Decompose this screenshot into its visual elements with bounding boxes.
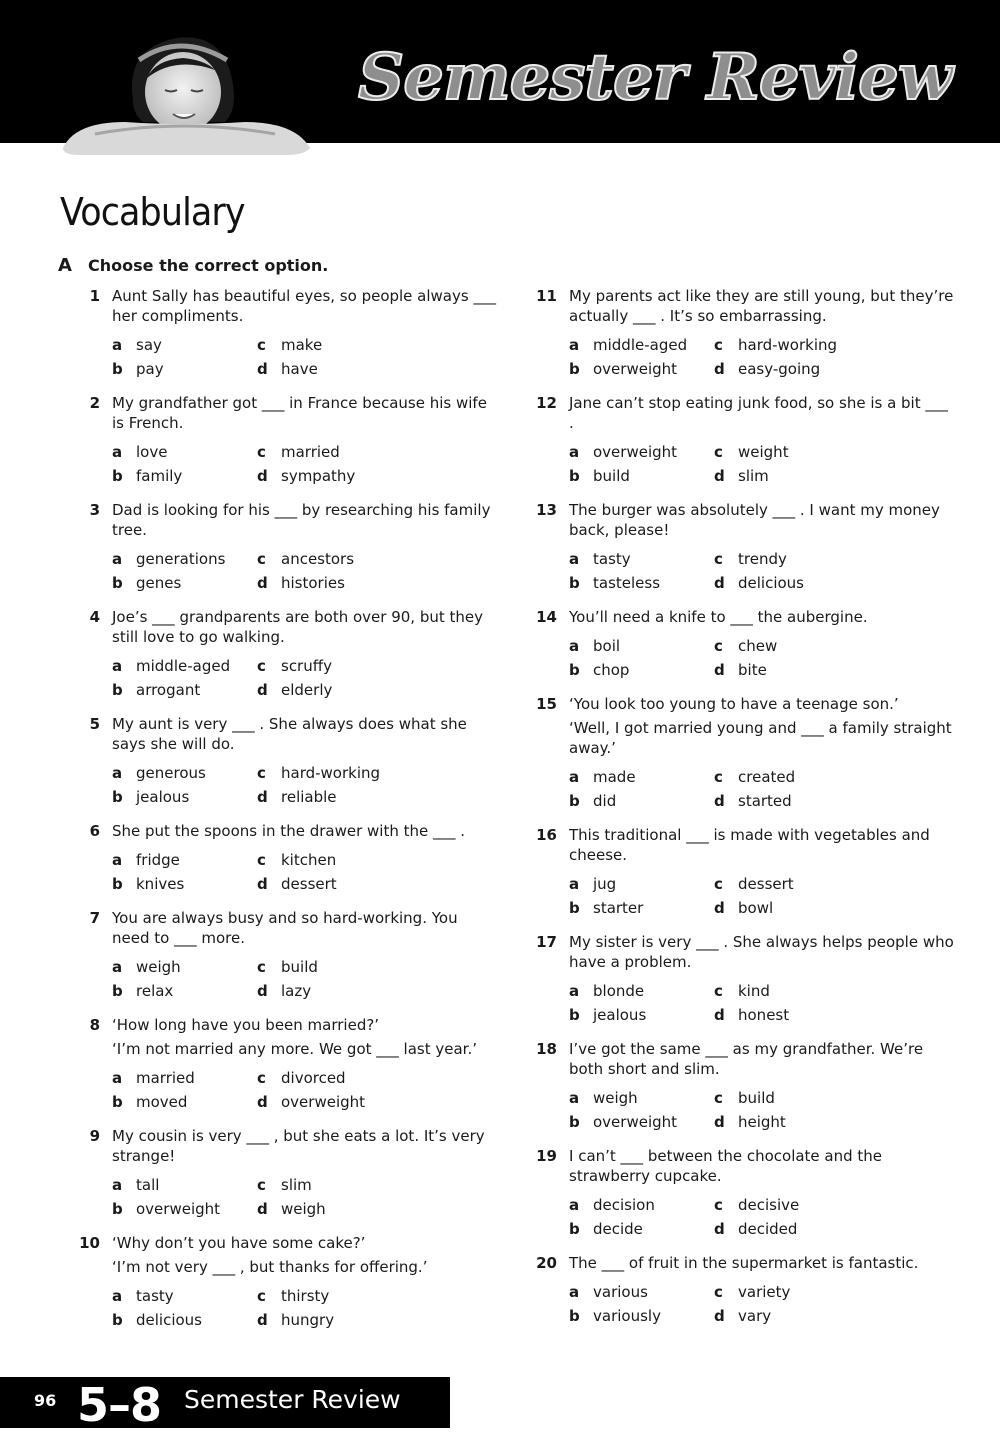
question-item xyxy=(535,1253,955,1326)
question-line: Jane can’t stop eating junk food, so she is a bit ___ . xyxy=(569,394,948,432)
question-number: 15 xyxy=(536,695,557,713)
question-number: 5 xyxy=(89,715,100,733)
option-d[interactable]: d delicious xyxy=(714,574,804,592)
option-d[interactable]: d honest xyxy=(714,1006,790,1024)
question-item xyxy=(78,908,498,1001)
answer-options xyxy=(569,335,955,379)
option-text: dessert xyxy=(281,875,337,893)
option-d[interactable]: d lazy xyxy=(257,982,312,1000)
option-text: have xyxy=(281,360,318,378)
option-text: genes xyxy=(136,574,182,592)
question-text xyxy=(112,393,498,437)
question-item xyxy=(78,393,498,486)
question-number: 13 xyxy=(536,501,557,519)
banner-title: Semester Review xyxy=(358,40,952,115)
question-text xyxy=(112,908,498,952)
option-b[interactable]: b relax xyxy=(112,982,174,1000)
question-line: The burger was absolutely ___ . I want my money back, please! xyxy=(569,501,940,539)
option-text: overweight xyxy=(281,1093,366,1111)
option-a[interactable]: a tasty xyxy=(112,1287,174,1305)
option-a[interactable]: a blonde xyxy=(569,982,645,1000)
footer-bar xyxy=(0,1377,450,1432)
answer-options xyxy=(112,763,498,807)
option-a[interactable]: a decision xyxy=(569,1196,655,1214)
question-item xyxy=(78,1233,498,1330)
option-text: family xyxy=(136,467,183,485)
option-c[interactable]: c build xyxy=(714,1089,775,1107)
option-c[interactable]: c divorced xyxy=(257,1069,346,1087)
answer-options xyxy=(569,767,955,811)
answer-options xyxy=(569,874,955,918)
option-b[interactable]: b pay xyxy=(112,360,164,378)
option-text: blonde xyxy=(593,982,645,1000)
question-text xyxy=(112,607,498,651)
option-text: middle-aged xyxy=(136,657,231,675)
answer-options xyxy=(112,850,498,894)
option-d[interactable]: d reliable xyxy=(257,788,337,806)
question-text xyxy=(112,821,498,845)
option-c[interactable]: c created xyxy=(714,768,796,786)
answer-options xyxy=(112,442,498,486)
question-number: 11 xyxy=(536,287,557,305)
option-a[interactable]: a weigh xyxy=(569,1089,638,1107)
option-text: fridge xyxy=(136,851,180,869)
option-text: starter xyxy=(593,899,644,917)
option-b[interactable]: b decide xyxy=(569,1220,643,1238)
question-line: I’ve got the same ___ as my grandfather. We’re both short and slim. xyxy=(569,1040,924,1078)
option-text: chew xyxy=(738,637,778,655)
option-text: decisive xyxy=(738,1196,800,1214)
question-text xyxy=(569,393,955,437)
option-a[interactable]: a fridge xyxy=(112,851,180,869)
question-text xyxy=(569,1146,955,1190)
option-text: jug xyxy=(593,875,617,893)
option-a[interactable]: a made xyxy=(569,768,636,786)
option-text: scruffy xyxy=(281,657,332,675)
option-c[interactable]: c kind xyxy=(714,982,770,1000)
option-text: love xyxy=(136,443,168,461)
question-line: ‘I’m not very ___ , but thanks for offering.’ xyxy=(112,1258,428,1276)
option-a[interactable]: a middle-aged xyxy=(569,336,688,354)
option-text: jealous xyxy=(593,1006,647,1024)
option-c[interactable]: c variety xyxy=(714,1283,791,1301)
option-text: vary xyxy=(738,1307,772,1325)
option-text: hungry xyxy=(281,1311,335,1329)
option-text: slim xyxy=(738,467,769,485)
question-line: Dad is looking for his ___ by researching his family tree. xyxy=(112,501,491,539)
option-text: relax xyxy=(136,982,174,1000)
option-text: make xyxy=(281,336,323,354)
option-text: tasty xyxy=(593,550,631,568)
question-line: Aunt Sally has beautiful eyes, so people always ___ her compliments. xyxy=(112,287,496,325)
page-number: 96 xyxy=(34,1391,57,1410)
question-number: 16 xyxy=(536,826,557,844)
option-b[interactable]: b jealous xyxy=(112,788,190,806)
option-text: hard-working xyxy=(738,336,838,354)
option-d[interactable]: d weigh xyxy=(257,1200,326,1218)
option-a[interactable]: a boil xyxy=(569,637,621,655)
question-line: This traditional ___ is made with vegetables and cheese. xyxy=(569,826,930,864)
option-b[interactable]: b moved xyxy=(112,1093,188,1111)
option-text: overweight xyxy=(593,1113,678,1131)
question-line: ‘Why don’t you have some cake?’ xyxy=(112,1234,366,1252)
option-c[interactable]: c trendy xyxy=(714,550,787,568)
option-text: pay xyxy=(136,360,164,378)
option-b[interactable]: b jealous xyxy=(569,1006,647,1024)
option-text: delicious xyxy=(136,1311,202,1329)
question-item xyxy=(535,286,955,379)
option-d[interactable]: d have xyxy=(257,360,318,378)
option-text: easy-going xyxy=(738,360,821,378)
question-text xyxy=(569,286,955,330)
option-b[interactable]: b build xyxy=(569,467,630,485)
option-c[interactable]: c married xyxy=(257,443,340,461)
option-text: tasty xyxy=(136,1287,174,1305)
girl-photo xyxy=(55,30,317,155)
option-d[interactable]: d sympathy xyxy=(257,467,356,485)
option-d[interactable]: d vary xyxy=(714,1307,772,1325)
question-line: You’ll need a knife to ___ the aubergine. xyxy=(569,608,868,626)
option-text: say xyxy=(136,336,162,354)
option-text: weigh xyxy=(281,1200,326,1218)
option-text: variety xyxy=(738,1283,791,1301)
question-line: My sister is very ___ . She always helps people who have a problem. xyxy=(569,933,954,971)
option-b[interactable]: b tasteless xyxy=(569,574,661,592)
question-item xyxy=(78,607,498,700)
option-d[interactable]: d overweight xyxy=(257,1093,366,1111)
option-d[interactable]: d height xyxy=(714,1113,786,1131)
question-text xyxy=(569,694,955,762)
option-text: histories xyxy=(281,574,345,592)
question-text xyxy=(569,932,955,976)
question-number: 4 xyxy=(89,608,100,626)
option-text: made xyxy=(593,768,636,786)
question-line: I can’t ___ between the chocolate and the strawberry cupcake. xyxy=(569,1147,883,1185)
footer-title: Semester Review xyxy=(184,1385,401,1414)
option-text: ancestors xyxy=(281,550,355,568)
option-c[interactable]: c hard-working xyxy=(257,764,381,782)
option-d[interactable]: d easy-going xyxy=(714,360,821,378)
answer-options xyxy=(569,981,955,1025)
question-text xyxy=(112,1015,498,1063)
option-b[interactable]: b did xyxy=(569,792,617,810)
option-a[interactable]: a tasty xyxy=(569,550,631,568)
question-line: My parents act like they are still young, but they’re actually ___ . It’s so embarrassing. xyxy=(569,287,954,325)
option-text: weigh xyxy=(593,1089,638,1107)
question-text xyxy=(112,500,498,544)
option-text: moved xyxy=(136,1093,188,1111)
question-line: Joe’s ___ grandparents are both over 90, but they still love to go walking. xyxy=(112,608,484,646)
question-item xyxy=(78,500,498,593)
header-banner xyxy=(0,0,1000,143)
option-text: elderly xyxy=(281,681,333,699)
question-number: 2 xyxy=(89,394,100,412)
option-a[interactable]: a generations xyxy=(112,550,226,568)
option-c[interactable]: c build xyxy=(257,958,318,976)
answer-options xyxy=(569,1282,955,1326)
question-text xyxy=(569,1253,955,1277)
option-text: kitchen xyxy=(281,851,337,869)
unit-range: 5–8 xyxy=(77,1378,162,1432)
question-item xyxy=(535,694,955,811)
question-item xyxy=(78,714,498,807)
question-number: 8 xyxy=(89,1016,100,1034)
answer-options xyxy=(112,1286,498,1330)
option-c[interactable]: c thirsty xyxy=(257,1287,330,1305)
question-number: 1 xyxy=(89,287,100,305)
question-item xyxy=(535,825,955,918)
option-text: build xyxy=(738,1089,775,1107)
question-line: My grandfather got ___ in France because his wife is French. xyxy=(112,394,487,432)
question-number: 14 xyxy=(536,608,557,626)
answer-options xyxy=(569,549,955,593)
option-a[interactable]: a tall xyxy=(112,1176,160,1194)
question-number: 9 xyxy=(89,1127,100,1145)
question-item xyxy=(535,607,955,680)
question-item xyxy=(535,500,955,593)
question-line: The ___ of fruit in the supermarket is fantastic. xyxy=(569,1254,919,1272)
option-a[interactable]: a various xyxy=(569,1283,648,1301)
option-text: middle-aged xyxy=(593,336,688,354)
exercise-letter: A xyxy=(58,255,72,276)
question-text xyxy=(112,714,498,758)
option-d[interactable]: d histories xyxy=(257,574,345,592)
option-b[interactable]: b genes xyxy=(112,574,182,592)
answer-options xyxy=(569,636,955,680)
question-number: 3 xyxy=(89,501,100,519)
question-number: 20 xyxy=(536,1254,557,1272)
option-text: boil xyxy=(593,637,621,655)
option-text: decide xyxy=(593,1220,643,1238)
question-line: My aunt is very ___ . She always does what she says she will do. xyxy=(112,715,467,753)
question-line: My cousin is very ___ , but she eats a lot. It’s very strange! xyxy=(112,1127,485,1165)
question-number: 12 xyxy=(536,394,557,412)
option-b[interactable]: b delicious xyxy=(112,1311,202,1329)
option-c[interactable]: c decisive xyxy=(714,1196,800,1214)
question-number: 10 xyxy=(79,1234,100,1252)
option-d[interactable]: d started xyxy=(714,792,792,810)
option-text: chop xyxy=(593,661,630,679)
question-text xyxy=(569,500,955,544)
option-c[interactable]: c weight xyxy=(714,443,789,461)
question-item xyxy=(535,393,955,486)
option-text: decided xyxy=(738,1220,798,1238)
option-text: reliable xyxy=(281,788,337,806)
option-text: trendy xyxy=(738,550,787,568)
option-text: build xyxy=(593,467,630,485)
option-text: kind xyxy=(738,982,770,1000)
option-d[interactable]: d bowl xyxy=(714,899,774,917)
option-c[interactable]: c scruffy xyxy=(257,657,332,675)
question-number: 17 xyxy=(536,933,557,951)
option-a[interactable]: a married xyxy=(112,1069,195,1087)
option-a[interactable]: a overweight xyxy=(569,443,678,461)
answer-options xyxy=(112,335,498,379)
option-text: thirsty xyxy=(281,1287,330,1305)
question-item xyxy=(78,1126,498,1219)
option-text: married xyxy=(136,1069,195,1087)
option-text: started xyxy=(738,792,792,810)
question-item xyxy=(78,1015,498,1112)
option-text: overweight xyxy=(136,1200,221,1218)
option-d[interactable]: d slim xyxy=(714,467,769,485)
question-text xyxy=(569,1039,955,1083)
option-text: lazy xyxy=(281,982,312,1000)
question-text xyxy=(112,1233,498,1281)
question-line: You are always busy and so hard-working. You need to ___ more. xyxy=(112,909,458,947)
question-text xyxy=(112,286,498,330)
option-a[interactable]: a generous xyxy=(112,764,206,782)
option-d[interactable]: d elderly xyxy=(257,681,333,699)
option-text: slim xyxy=(281,1176,312,1194)
question-number: 6 xyxy=(89,822,100,840)
option-c[interactable]: c dessert xyxy=(714,875,794,893)
question-item xyxy=(535,1039,955,1132)
question-number: 7 xyxy=(89,909,100,927)
option-a[interactable]: a weigh xyxy=(112,958,181,976)
answer-options xyxy=(569,442,955,486)
option-text: height xyxy=(738,1113,786,1131)
option-text: generations xyxy=(136,550,226,568)
question-number: 18 xyxy=(536,1040,557,1058)
answer-options xyxy=(112,656,498,700)
option-text: created xyxy=(738,768,796,786)
option-text: sympathy xyxy=(281,467,356,485)
question-text xyxy=(569,825,955,869)
question-line: She put the spoons in the drawer with the ___ . xyxy=(112,822,466,840)
option-text: divorced xyxy=(281,1069,346,1087)
option-c[interactable]: c ancestors xyxy=(257,550,355,568)
option-text: overweight xyxy=(593,360,678,378)
option-b[interactable]: b starter xyxy=(569,899,644,917)
option-text: delicious xyxy=(738,574,804,592)
option-text: hard-working xyxy=(281,764,381,782)
option-d[interactable]: d decided xyxy=(714,1220,798,1238)
option-text: generous xyxy=(136,764,206,782)
question-text xyxy=(569,607,955,631)
option-a[interactable]: a love xyxy=(112,443,168,461)
option-text: married xyxy=(281,443,340,461)
exercise-instruction xyxy=(58,255,328,276)
section-title: Vocabulary xyxy=(60,190,245,234)
question-item xyxy=(535,1146,955,1239)
question-line: ‘You look too young to have a teenage son.’ xyxy=(569,695,899,713)
question-number: 19 xyxy=(536,1147,557,1165)
option-text: bite xyxy=(738,661,767,679)
option-text: knives xyxy=(136,875,185,893)
option-text: jealous xyxy=(136,788,190,806)
option-b[interactable]: b overweight xyxy=(569,360,678,378)
option-text: tall xyxy=(136,1176,160,1194)
answer-options xyxy=(112,957,498,1001)
questions-left-column xyxy=(78,286,498,1344)
question-item xyxy=(78,821,498,894)
option-d[interactable]: d hungry xyxy=(257,1311,335,1329)
option-b[interactable]: b overweight xyxy=(112,1200,221,1218)
option-text: build xyxy=(281,958,318,976)
option-b[interactable]: b chop xyxy=(569,661,630,679)
questions-right-column xyxy=(535,286,955,1340)
option-b[interactable]: b knives xyxy=(112,875,185,893)
question-item xyxy=(78,286,498,379)
option-a[interactable]: a say xyxy=(112,336,162,354)
option-b[interactable]: b overweight xyxy=(569,1113,678,1131)
option-text: arrogant xyxy=(136,681,201,699)
answer-options xyxy=(569,1088,955,1132)
option-a[interactable]: a jug xyxy=(569,875,617,893)
option-b[interactable]: b family xyxy=(112,467,183,485)
option-text: weight xyxy=(738,443,789,461)
answer-options xyxy=(112,1175,498,1219)
answer-options xyxy=(112,1068,498,1112)
option-c[interactable]: c make xyxy=(257,336,323,354)
option-text: weigh xyxy=(136,958,181,976)
question-line: ‘Well, I got married young and ___ a family straight away.’ xyxy=(569,719,952,757)
option-b[interactable]: b arrogant xyxy=(112,681,201,699)
option-c[interactable]: c hard-working xyxy=(714,336,838,354)
option-text: bowl xyxy=(738,899,774,917)
question-item xyxy=(535,932,955,1025)
option-text: dessert xyxy=(738,875,794,893)
option-b[interactable]: b variously xyxy=(569,1307,661,1325)
question-line: ‘How long have you been married?’ xyxy=(112,1016,380,1034)
question-text xyxy=(112,1126,498,1170)
answer-options xyxy=(569,1195,955,1239)
option-d[interactable]: d bite xyxy=(714,661,767,679)
option-text: did xyxy=(593,792,617,810)
option-text: various xyxy=(593,1283,648,1301)
answer-options xyxy=(112,549,498,593)
option-text: honest xyxy=(738,1006,790,1024)
question-line: ‘I’m not married any more. We got ___ last year.’ xyxy=(112,1040,477,1058)
option-d[interactable]: d dessert xyxy=(257,875,337,893)
option-c[interactable]: c chew xyxy=(714,637,778,655)
option-a[interactable]: a middle-aged xyxy=(112,657,231,675)
option-text: variously xyxy=(593,1307,661,1325)
instruction-text: Choose the correct option. xyxy=(88,256,329,275)
option-text: overweight xyxy=(593,443,678,461)
option-text: decision xyxy=(593,1196,655,1214)
option-text: tasteless xyxy=(593,574,661,592)
option-c[interactable]: c slim xyxy=(257,1176,312,1194)
option-c[interactable]: c kitchen xyxy=(257,851,337,869)
